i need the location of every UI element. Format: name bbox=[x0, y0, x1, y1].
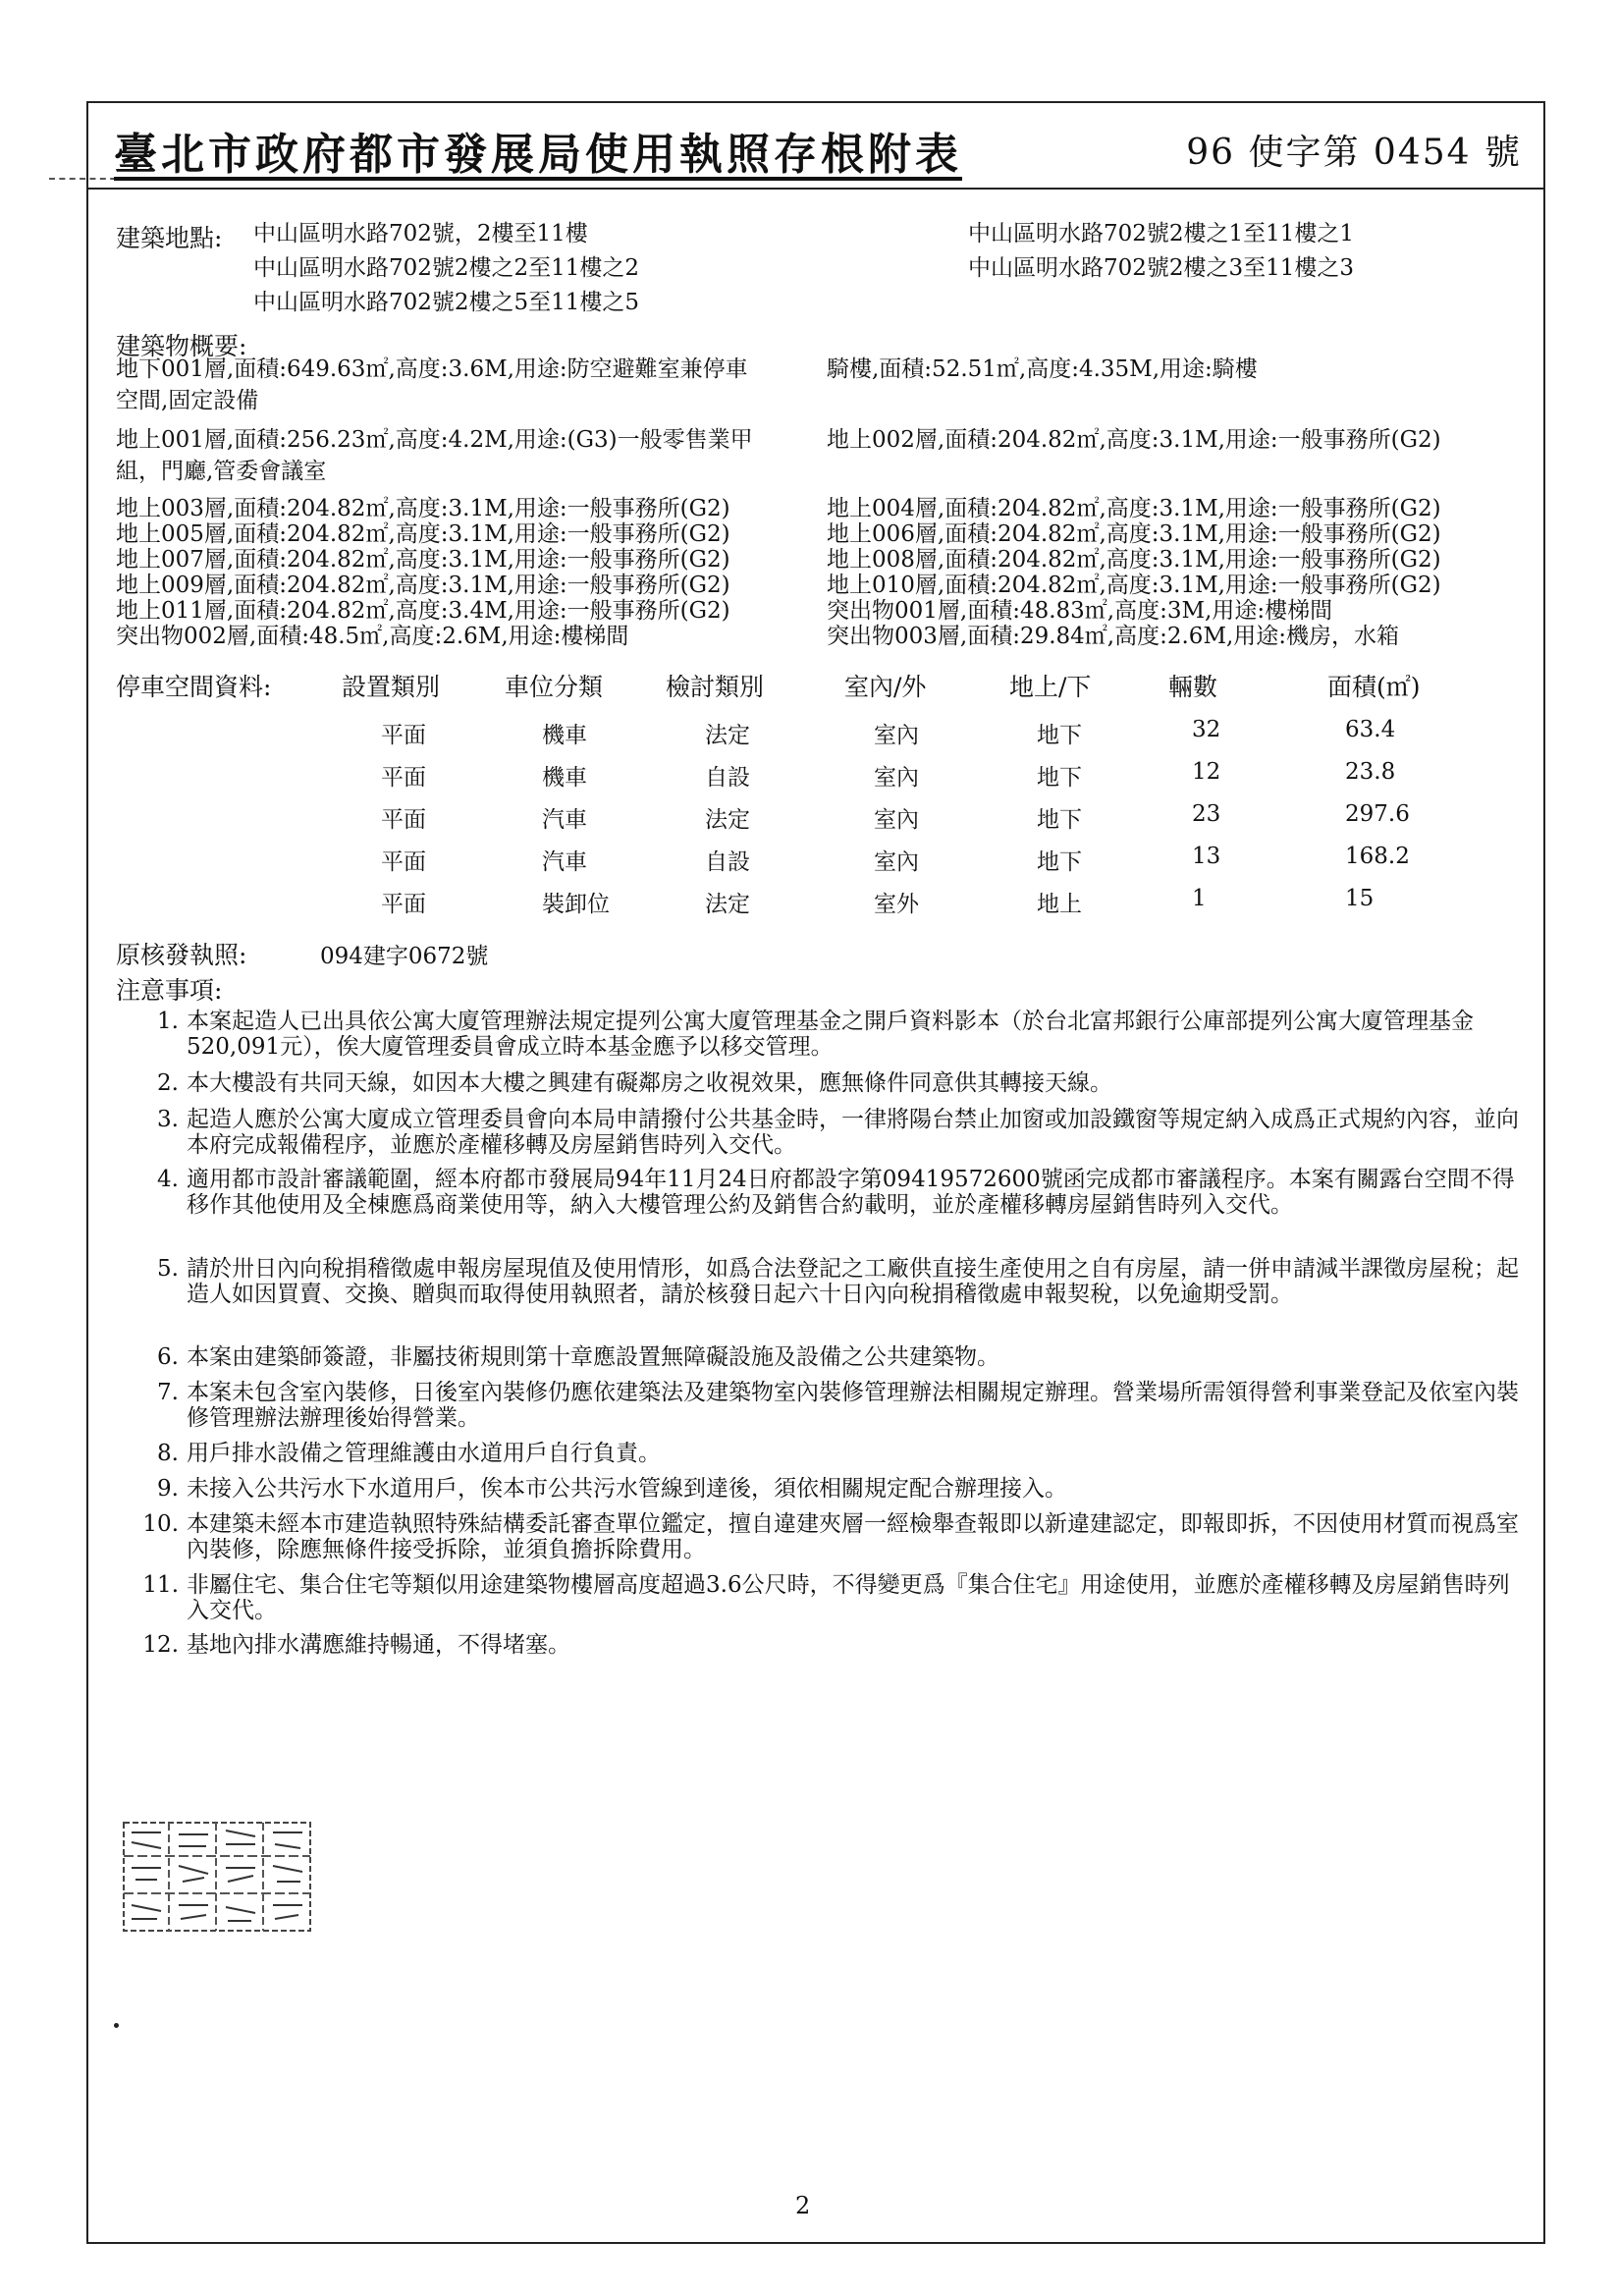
overview-line-right: 地上002層,面積:204.82㎡,高度:3.1M,用途:一般事務所(G2) bbox=[827, 427, 1441, 453]
parking-cell: 平面 bbox=[381, 765, 426, 791]
parking-cell: 297.6 bbox=[1345, 801, 1410, 827]
parking-cell: 平面 bbox=[381, 807, 426, 833]
stray-mark bbox=[114, 2023, 119, 2028]
parking-cell: 汽車 bbox=[542, 849, 587, 875]
parking-cell: 室內 bbox=[874, 723, 919, 748]
parking-header-cell: 檢討類別 bbox=[666, 673, 765, 701]
parking-cell: 地上 bbox=[1037, 892, 1082, 917]
parking-header-cell: 面積(㎡) bbox=[1327, 673, 1421, 701]
note-text: 請於卅日內向稅捐稽徵處申報房屋現值及使用情形，如爲合法登記之工廠供直接生產使用之自有房屋，請一併申請減半課徵房屋稅；起造人如因買賣、交換、贈與而取得使用執照者，請於核發日起六十日內向稅捐稽徵處申報契稅，以免逾期受罰。 bbox=[187, 1256, 1519, 1307]
note-text: 用戶排水設備之管理維護由水道用戶自行負責。 bbox=[187, 1441, 661, 1466]
notes-label: 注意事項: bbox=[116, 976, 223, 1005]
overview-line-left: 地上007層,面積:204.82㎡,高度:3.1M,用途:一般事務所(G2) bbox=[116, 547, 730, 573]
parking-label: 停車空間資料: bbox=[116, 673, 272, 701]
parking-cell: 自設 bbox=[705, 765, 750, 791]
parking-cell: 地下 bbox=[1037, 723, 1082, 748]
location-left-3: 中山區明水路702號2樓之5至11樓之5 bbox=[253, 290, 640, 315]
permit-number: 96 使字第 0454 號 bbox=[1186, 133, 1522, 173]
parking-header-cell: 車位分類 bbox=[505, 673, 604, 701]
original-permit-label: 原核發執照: bbox=[116, 941, 247, 969]
overview-line-left: 地下001層,面積:649.63㎡,高度:3.6M,用途:防空避難室兼停車 bbox=[116, 356, 748, 382]
note-text: 本案由建築師簽證，非屬技術規則第十章應設置無障礙設施及設備之公共建築物。 bbox=[187, 1344, 999, 1370]
parking-cell: 法定 bbox=[705, 807, 750, 833]
parking-cell: 168.2 bbox=[1345, 844, 1410, 869]
parking-header-cell: 室內/外 bbox=[844, 673, 927, 701]
location-left-1: 中山區明水路702號，2樓至11樓 bbox=[253, 221, 588, 246]
overview-line-right: 地上008層,面積:204.82㎡,高度:3.1M,用途:一般事務所(G2) bbox=[827, 547, 1441, 573]
parking-cell: 裝卸位 bbox=[542, 892, 610, 917]
parking-cell: 15 bbox=[1345, 886, 1375, 911]
note-text: 本建築未經本市建造執照特殊結構委託審查單位鑑定，擅自違建夾層一經檢舉查報即以新違建認定，即報即拆，不因使用材質而視爲室內裝修，除應無條件接受拆除，並須負擔拆除費用。 bbox=[187, 1511, 1519, 1562]
note-number: 2. bbox=[157, 1070, 179, 1096]
parking-cell: 室內 bbox=[874, 849, 919, 875]
note-number: 3. bbox=[157, 1107, 179, 1132]
overview-line-left: 空間,固定設備 bbox=[116, 388, 259, 413]
parking-cell: 自設 bbox=[705, 849, 750, 875]
parking-cell: 機車 bbox=[542, 723, 587, 748]
parking-cell: 法定 bbox=[705, 723, 750, 748]
note-number: 7. bbox=[157, 1380, 179, 1405]
overview-line-right: 地上010層,面積:204.82㎡,高度:3.1M,用途:一般事務所(G2) bbox=[827, 573, 1441, 598]
parking-cell: 地下 bbox=[1037, 849, 1082, 875]
overview-line-left: 突出物002層,面積:48.5㎡,高度:2.6M,用途:樓梯間 bbox=[116, 624, 629, 649]
parking-cell: 13 bbox=[1192, 844, 1221, 869]
overview-label: 建築物概要: bbox=[116, 332, 247, 360]
overview-line-left: 地上005層,面積:204.82㎡,高度:3.1M,用途:一般事務所(G2) bbox=[116, 521, 730, 547]
note-text: 未接入公共污水下水道用戶，俟本市公共污水管線到達後，須依相關規定配合辦理接入。 bbox=[187, 1476, 1067, 1502]
parking-cell: 室內 bbox=[874, 807, 919, 833]
overview-line-left: 地上011層,面積:204.82㎡,高度:3.4M,用途:一般事務所(G2) bbox=[116, 598, 730, 624]
parking-cell: 機車 bbox=[542, 765, 587, 791]
parking-cell: 平面 bbox=[381, 723, 426, 748]
parking-cell: 12 bbox=[1192, 759, 1221, 785]
document-title: 臺北市政府都市發展局使用執照存根附表 bbox=[114, 130, 962, 180]
document-frame bbox=[86, 101, 1545, 2244]
note-number: 5. bbox=[157, 1256, 179, 1282]
page-number: 2 bbox=[795, 2192, 811, 2219]
parking-cell: 地下 bbox=[1037, 765, 1082, 791]
note-text: 本大樓設有共同天線，如因本大樓之興建有礙鄰房之收視效果，應無條件同意供其轉接天線。 bbox=[187, 1070, 1112, 1096]
location-right-1: 中山區明水路702號2樓之1至11樓之1 bbox=[968, 221, 1355, 246]
note-text: 非屬住宅、集合住宅等類似用途建築物樓層高度超過3.6公尺時，不得變更爲『集合住宅』用途使用，並應於產權移轉及房屋銷售時列入交代。 bbox=[187, 1572, 1510, 1623]
parking-cell: 汽車 bbox=[542, 807, 587, 833]
note-number: 10. bbox=[142, 1511, 179, 1537]
location-label: 建築地點: bbox=[116, 224, 223, 252]
parking-header-cell: 設置類別 bbox=[342, 673, 441, 701]
note-number: 6. bbox=[157, 1344, 179, 1370]
parking-cell: 平面 bbox=[381, 849, 426, 875]
parking-header-cell: 地上/下 bbox=[1009, 673, 1092, 701]
location-left-2: 中山區明水路702號2樓之2至11樓之2 bbox=[253, 255, 640, 281]
note-text: 起造人應於公寓大廈成立管理委員會向本局申請撥付公共基金時，一律將陽台禁止加窗或加設鐵窗等規定納入成爲正式規約內容，並向本府完成報備程序，並應於產權移轉及房屋銷售時列入交代。 bbox=[187, 1107, 1519, 1158]
overview-line-left: 地上009層,面積:204.82㎡,高度:3.1M,用途:一般事務所(G2) bbox=[116, 573, 730, 598]
overview-line-left: 地上001層,面積:256.23㎡,高度:4.2M,用途:(G3)一般零售業甲 bbox=[116, 427, 753, 453]
overview-line-right: 突出物001層,面積:48.83㎡,高度:3M,用途:樓梯間 bbox=[827, 598, 1333, 624]
parking-cell: 室外 bbox=[874, 892, 919, 917]
parking-cell: 平面 bbox=[381, 892, 426, 917]
note-text: 適用都市設計審議範圍，經本府都市發展局94年11月24日府都設字第09419572600號函完成都市審議程序。本案有關露台空間不得移作其他使用及全棟應爲商業使用等，納入大樓管理公約及銷售合約載明，並於產權移轉房屋銷售時列入交代。 bbox=[187, 1167, 1515, 1218]
official-seal-stamp bbox=[118, 1817, 324, 1939]
parking-cell: 23 bbox=[1192, 801, 1221, 827]
overview-line-right: 地上006層,面積:204.82㎡,高度:3.1M,用途:一般事務所(G2) bbox=[827, 521, 1441, 547]
note-number: 8. bbox=[157, 1441, 179, 1466]
parking-cell: 地下 bbox=[1037, 807, 1082, 833]
note-number: 11. bbox=[142, 1572, 179, 1598]
overview-line-left: 地上003層,面積:204.82㎡,高度:3.1M,用途:一般事務所(G2) bbox=[116, 496, 730, 521]
parking-cell: 室內 bbox=[874, 765, 919, 791]
parking-header-cell: 輛數 bbox=[1168, 673, 1218, 701]
location-right-2: 中山區明水路702號2樓之3至11樓之3 bbox=[968, 255, 1355, 281]
overview-line-right: 地上004層,面積:204.82㎡,高度:3.1M,用途:一般事務所(G2) bbox=[827, 496, 1441, 521]
note-text: 本案起造人已出具依公寓大廈管理辦法規定提列公寓大廈管理基金之開戶資料影本（於台北富邦銀行公庫部提列公寓大廈管理基金520,091元），俟大廈管理委員會成立時本基金應予以移交管理。 bbox=[187, 1009, 1474, 1060]
note-number: 4. bbox=[157, 1167, 179, 1192]
original-permit-value: 094建字0672號 bbox=[320, 944, 489, 969]
parking-cell: 23.8 bbox=[1345, 759, 1396, 785]
parking-cell: 法定 bbox=[705, 892, 750, 917]
note-text: 基地內排水溝應維持暢通，不得堵塞。 bbox=[187, 1632, 570, 1658]
overview-line-left: 組，門廳,管委會議室 bbox=[116, 459, 327, 484]
overview-line-right: 騎樓,面積:52.51㎡,高度:4.35M,用途:騎樓 bbox=[827, 356, 1258, 382]
parking-cell: 63.4 bbox=[1345, 717, 1396, 742]
note-text: 本案未包含室內裝修，日後室內裝修仍應依建築法及建築物室內裝修管理辦法相關規定辦理。營業場所需領得營利事業登記及依室內裝修管理辦法辦理後始得營業。 bbox=[187, 1380, 1519, 1431]
parking-cell: 32 bbox=[1192, 717, 1221, 742]
note-number: 9. bbox=[157, 1476, 179, 1502]
title-row bbox=[88, 103, 1543, 190]
parking-cell: 1 bbox=[1192, 886, 1207, 911]
note-number: 12. bbox=[142, 1632, 179, 1658]
overview-line-right: 突出物003層,面積:29.84㎡,高度:2.6M,用途:機房，水箱 bbox=[827, 624, 1400, 649]
note-number: 1. bbox=[157, 1009, 179, 1034]
